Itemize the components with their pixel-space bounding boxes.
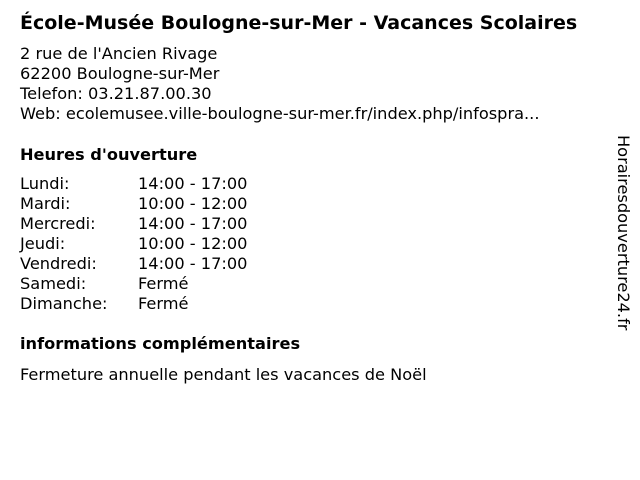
opening-hours-heading: Heures d'ouverture (20, 145, 198, 164)
time-value: Fermé (138, 274, 189, 293)
day-label: Dimanche: (20, 294, 108, 313)
website-link[interactable]: Web: ecolemusee.ville-boulogne-sur-mer.fr/index.php/infospra... (20, 104, 540, 123)
day-label: Mardi: (20, 194, 71, 213)
day-label: Vendredi: (20, 254, 97, 273)
day-label: Mercredi: (20, 214, 96, 233)
hours-row-tuesday (20, 194, 247, 214)
street-address: 2 rue de l'Ancien Rivage (20, 44, 218, 63)
hours-row-monday (20, 174, 247, 194)
hours-row-friday (20, 254, 247, 274)
time-value: Fermé (138, 294, 189, 313)
address-block (20, 44, 539, 124)
additional-info-text: Fermeture annuelle pendant les vacances de Noël (20, 365, 427, 384)
time-value: 10:00 - 12:00 (138, 194, 248, 213)
brand-watermark: Horairesdouverture24.fr (614, 135, 633, 331)
opening-hours-table (20, 174, 247, 314)
time-value: 14:00 - 17:00 (138, 214, 248, 233)
city-address: 62200 Boulogne-sur-Mer (20, 64, 220, 83)
hours-row-sunday (20, 294, 247, 314)
page-title: École-Musée Boulogne-sur-Mer - Vacances Scolaires (20, 12, 578, 34)
time-value: 14:00 - 17:00 (138, 254, 248, 273)
time-value: 10:00 - 12:00 (138, 234, 248, 253)
day-label: Samedi: (20, 274, 87, 293)
day-label: Jeudi: (20, 234, 66, 253)
phone-number[interactable]: Telefon: 03.21.87.00.30 (20, 84, 212, 103)
time-value: 14:00 - 17:00 (138, 174, 248, 193)
day-label: Lundi: (20, 174, 70, 193)
hours-row-saturday (20, 274, 247, 294)
hours-row-thursday (20, 234, 247, 254)
hours-row-wednesday (20, 214, 247, 234)
additional-info-heading: informations complémentaires (20, 334, 301, 353)
